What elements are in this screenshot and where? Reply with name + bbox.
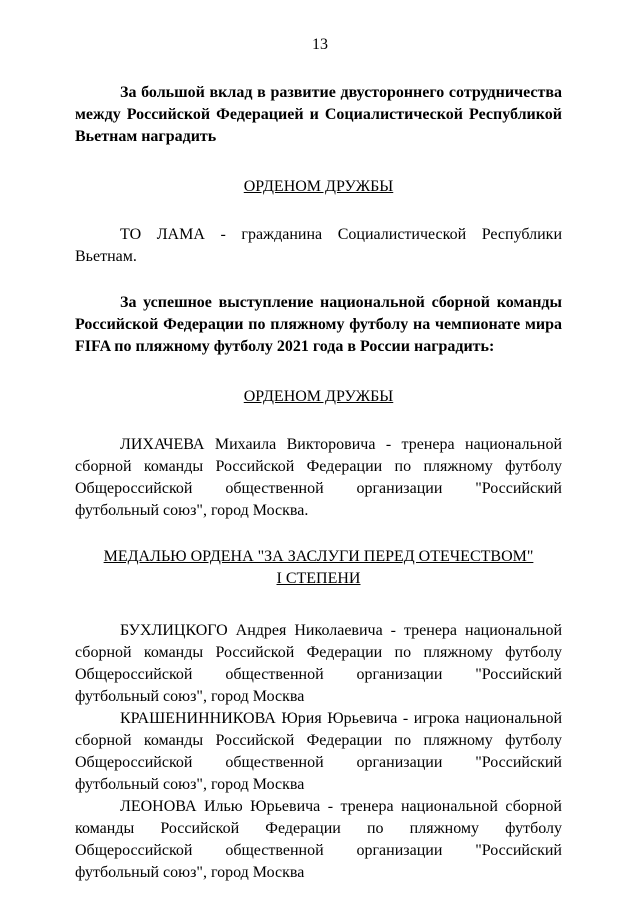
page-number: 13 [312,36,328,53]
award-entry: КРАШЕНИННИКОВА Юрия Юрьевича - игрока национальной сборной команды Российской Федерации по пляжному футболу Общероссийской общественной организации "Российский футбольный союз", город Москва [75,710,562,793]
document-body [75,82,562,884]
award-title-medal-merit-fatherland [75,546,562,590]
award-title-order-of-friendship [75,386,562,408]
award-title-degree: I СТЕПЕНИ [276,570,361,587]
award-entry: ЛЕОНОВА Илью Юрьевича - тренера национальной сборной команды Российской Федерации по пляжному футболу Общероссийской общественной организации "Российский футбольный союз", город Москва [75,798,562,881]
award-entry: ЛИХАЧЕВА Михаила Викторовича - тренера национальной сборной команды Российской Федерации по пляжному футболу Общероссийской общественной организации "Российский футбольный союз", город Москва. [75,436,562,519]
award-title-order-of-friendship [75,176,562,198]
section-intro-bilateral-cooperation: За большой вклад в развитие двустороннего сотрудничества между Российской Федерацией и Социалистической Республикой Вьетнам наградить [75,84,562,145]
award-title-line: ОРДЕНОМ ДРУЖБЫ [243,388,394,405]
award-title-line: МЕДАЛЬЮ ОРДЕНА "ЗА ЗАСЛУГИ ПЕРЕД ОТЕЧЕСТВОМ" [103,548,534,565]
award-entry: ТО ЛАМА - гражданина Социалистической Республики Вьетнам. [75,226,562,265]
section-intro-beach-soccer: За успешное выступление национальной сборной команды Российской Федерации по пляжному футболу на чемпионате мира FIFA по пляжному футболу 2021 года в России наградить: [75,294,562,355]
award-entry: БУХЛИЦКОГО Андрея Николаевича - тренера национальной сборной команды Российской Федерации по пляжному футболу Общероссийской общественной организации "Российский футбольный союз", город Москва [75,622,562,705]
award-title-line: ОРДЕНОМ ДРУЖБЫ [243,178,394,195]
